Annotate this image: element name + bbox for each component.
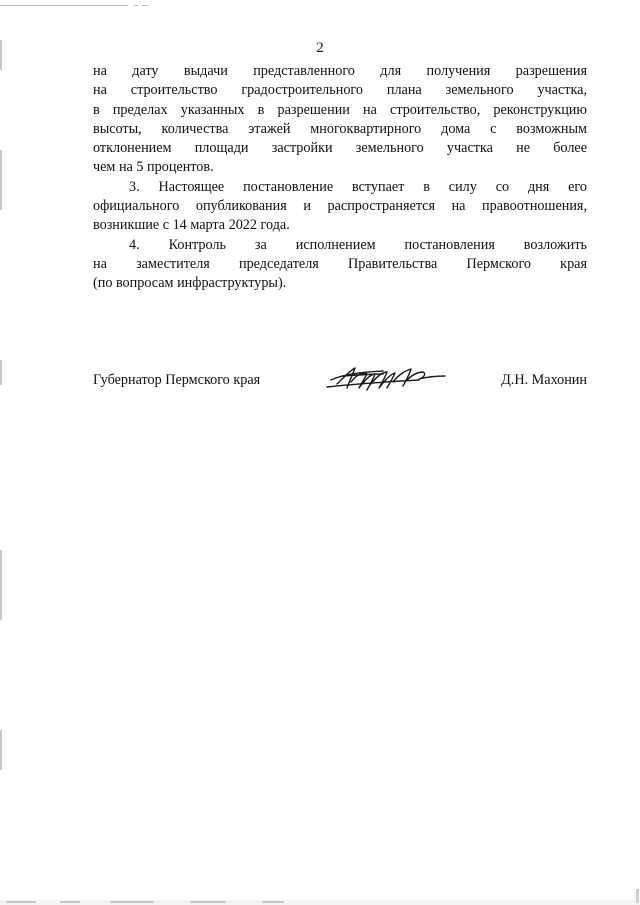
document-body xyxy=(93,62,587,294)
scan-artifact-bottom-edge xyxy=(0,900,640,905)
signature-block xyxy=(93,362,587,402)
paragraph-3 xyxy=(93,178,587,236)
paragraph-4 xyxy=(93,236,587,294)
signatory-name: Д.Н. Махонин xyxy=(501,372,587,388)
text-line: 4. Контроль за исполнением постановления возложить xyxy=(129,236,587,253)
handwritten-signature-icon xyxy=(323,362,453,394)
text-line: чем на 5 процентов. xyxy=(93,159,214,176)
text-line: на дату выдачи представленного для получения разрешения xyxy=(93,63,587,79)
text-line: на заместителя председателя Правительства Пермского края xyxy=(93,255,587,272)
text-line: на строительство градостроительного плана земельного участка, xyxy=(93,82,587,99)
text-line: отклонением площади застройки земельного участка не более xyxy=(93,140,587,157)
text-line: возникшие с 14 марта 2022 года. xyxy=(93,217,290,234)
scan-artifact-right-edge xyxy=(636,889,639,903)
text-line: (по вопросам инфраструктуры). xyxy=(93,275,287,292)
scan-artifact-left-edge xyxy=(0,30,3,790)
paragraph-2-continuation xyxy=(93,62,587,178)
text-line: 3. Настоящее постановление вступает в силу со дня его xyxy=(129,178,587,195)
text-line: официального опубликования и распространяется на правоотношения, xyxy=(93,198,587,215)
signatory-title: Губернатор Пермского края xyxy=(93,372,261,388)
scan-artifact-top xyxy=(0,2,150,10)
page-number: 2 xyxy=(316,40,324,56)
text-line: в пределах указанных в разрешении на строительство, реконструкцию xyxy=(93,101,587,118)
text-line: высоты, количества этажей многоквартирного дома с возможным xyxy=(93,120,587,137)
